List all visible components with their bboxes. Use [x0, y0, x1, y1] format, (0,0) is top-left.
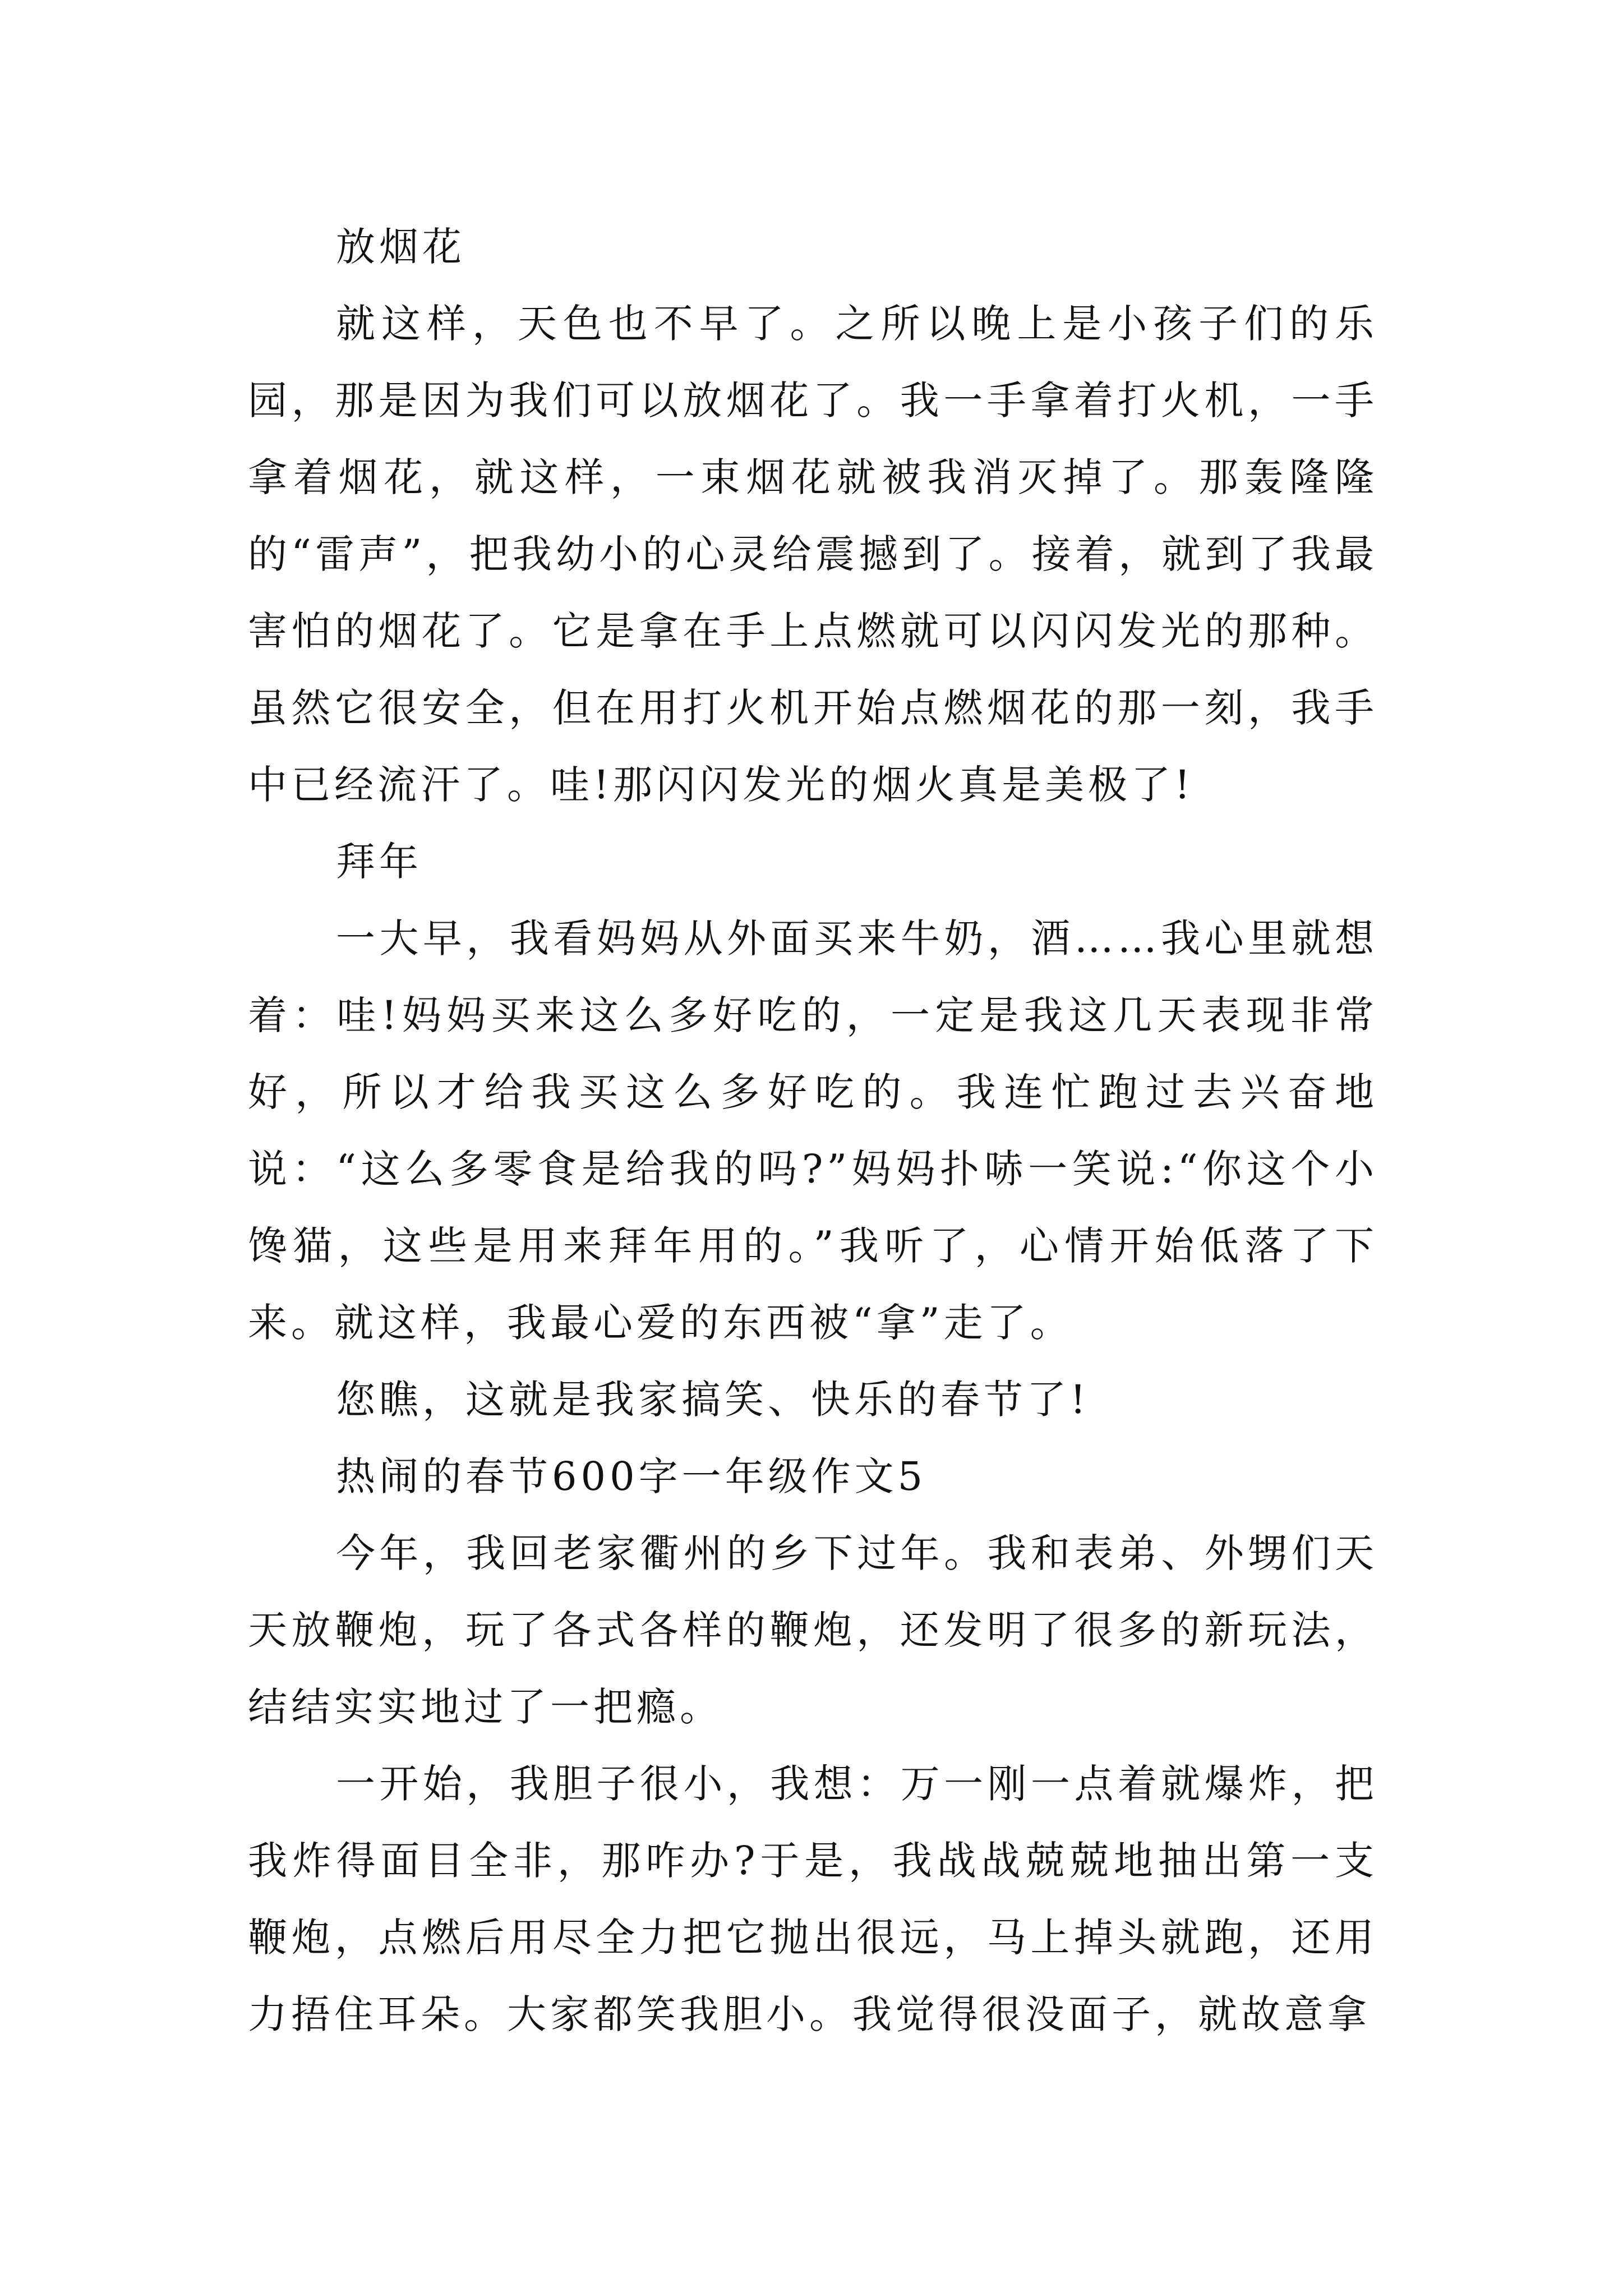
paragraph-fireworks: 就这样，天色也不早了。之所以晚上是小孩子们的乐园，那是因为我们可以放烟花了。我一手拿着打火机，一手拿着烟花，就这样，一束烟花就被我消灭掉了。那轰隆隆的“雷声”，把我幼小的心灵给震撼到了。接着，就到了我最害怕的烟花了。它是拿在手上点燃就可以闪闪发光的那种。虽然它很安全，但在用打火机开始点燃烟花的那一刻，我手中已经流汗了。哇!那闪闪发光的烟火真是美极了!: [248, 301, 1378, 808]
paragraph-conclusion: 您瞧，这就是我家搞笑、快乐的春节了!: [336, 1377, 1090, 1423]
essay-title: 热闹的春节600字一年级作文5: [336, 1453, 927, 1499]
document-body: [248, 209, 1378, 2053]
section-heading-fireworks: 放烟花: [336, 224, 465, 270]
paragraph-firecrackers: 一开始，我胆子很小，我想：万一刚一点着就爆炸，把我炸得面目全非，那咋办?于是，我战战兢兢地抽出第一支鞭炮，点燃后用尽全力把它抛出很远，马上掉头就跑，还用力捂住耳朵。大家都笑我胆小。我觉得很没面子，就故意拿: [248, 1761, 1378, 2037]
paragraph-new-year-visit: 一大早，我看妈妈从外面买来牛奶，酒……我心里就想着：哇!妈妈买来这么多好吃的，一定是我这几天表现非常好，所以才给我买这么多好吃的。我连忙跑过去兴奋地说：“这么多零食是给我的吗?”妈妈扑哧一笑说:“你这个小馋猫，这些是用来拜年用的。”我听了，心情开始低落了下来。就这样，我最心爱的东西被“拿”走了。: [248, 915, 1378, 1346]
section-heading-new-year-visit: 拜年: [336, 839, 422, 885]
paragraph-hometown: 今年，我回老家衢州的乡下过年。我和表弟、外甥们天天放鞭炮，玩了各式各样的鞭炮，还发明了很多的新玩法，结结实实地过了一把瘾。: [248, 1530, 1378, 1730]
